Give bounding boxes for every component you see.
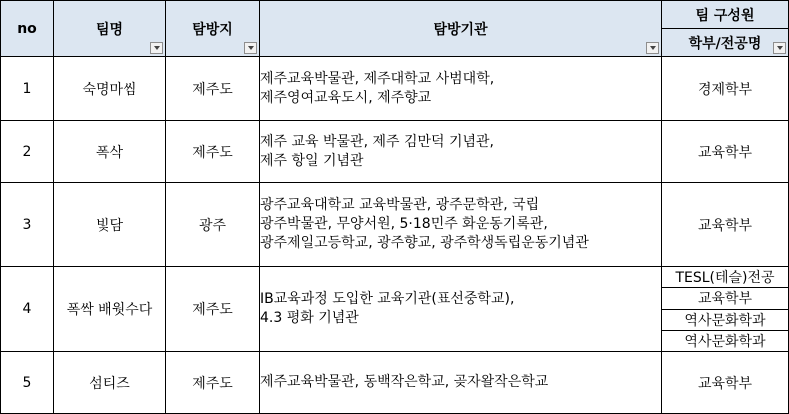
cell-team: 폭삭 [54, 121, 166, 183]
cell-institutions [260, 183, 662, 267]
institution-line: IB교육과정 도입한 교육기관(표선중학교), [260, 291, 515, 307]
table-row [1, 352, 789, 414]
cell-team: 빛담 [54, 183, 166, 267]
institution-line: 4.3 평화 기념관 [260, 310, 359, 326]
cell-region: 제주도 [166, 267, 260, 352]
table-row [1, 267, 789, 352]
header-no [1, 1, 54, 57]
institution-line: 제주영여교육도시, 제주향교 [260, 89, 432, 106]
member-list [662, 267, 788, 351]
cell-member: 교육학부 [662, 183, 789, 267]
cell-team: 섬티즈 [54, 352, 166, 414]
cell-members [662, 267, 789, 352]
table-row [1, 57, 789, 121]
member-item: TESL(테슬)전공 [662, 267, 788, 288]
cell-member: 교육학부 [662, 352, 789, 414]
header-team [54, 1, 166, 57]
cell-team: 폭싹 배웟수다 [54, 267, 166, 352]
header-institutions-label: 탐방기관 [433, 21, 488, 38]
cell-region: 제주도 [166, 121, 260, 183]
institution-line: 광주제일고등학교, 광주향교, 광주학생독립운동기념관 [260, 235, 589, 251]
cell-institutions [260, 57, 662, 121]
header-institutions [260, 1, 662, 57]
table-row [1, 121, 789, 183]
cell-institutions [260, 267, 662, 352]
team-filter-button[interactable] [150, 42, 163, 54]
institutions-filter-button[interactable] [646, 42, 659, 54]
institution-line: 제주교육박물관, 동백작은학교, 곶자왈작은학교 [260, 374, 549, 390]
cell-region: 광주 [166, 183, 260, 267]
member-item: 역사문화학과 [662, 310, 788, 331]
cell-member: 경제학부 [662, 57, 789, 121]
cell-no: 4 [1, 267, 54, 352]
table-row [1, 183, 789, 267]
institution-line: 제주 교육 박물관, 제주 김만덕 기념관, [260, 133, 495, 150]
header-region-label: 탐방지 [192, 21, 233, 38]
institution-line: 광주교육대학교 교육박물관, 광주문학관, 국립 [260, 197, 540, 213]
header-region [166, 1, 260, 57]
cell-no: 1 [1, 57, 54, 121]
cell-institutions [260, 121, 662, 183]
chevron-down-icon [777, 46, 783, 50]
cell-no: 5 [1, 352, 54, 414]
header-no-label: no [17, 20, 37, 37]
chevron-down-icon [248, 46, 254, 50]
cell-institutions [260, 352, 662, 414]
member-item: 교육학부 [662, 288, 788, 309]
cell-region: 제주도 [166, 352, 260, 414]
institution-line: 제주교육박물관, 제주대학교 사범대학, [260, 70, 495, 87]
header-members-group-label: 팀 구성원 [695, 7, 755, 24]
institution-line: 제주 항일 기념관 [260, 152, 364, 169]
header-members-sub [662, 29, 789, 57]
region-filter-button[interactable] [244, 42, 257, 54]
cell-no: 2 [1, 121, 54, 183]
members-filter-button[interactable] [773, 42, 786, 54]
cell-no: 3 [1, 183, 54, 267]
cell-region: 제주도 [166, 57, 260, 121]
header-team-label: 팀명 [95, 21, 124, 38]
chevron-down-icon [154, 46, 160, 50]
cell-member: 교육학부 [662, 121, 789, 183]
header-members-group [662, 1, 789, 29]
member-item: 역사문화학과 [684, 333, 766, 350]
chevron-down-icon [650, 46, 656, 50]
cell-team: 숙명마씸 [54, 57, 166, 121]
institution-line: 광주박물관, 무양서원, 5·18민주 화운동기록관, [260, 216, 548, 232]
header-members-sub-label: 학부/전공명 [688, 35, 762, 52]
